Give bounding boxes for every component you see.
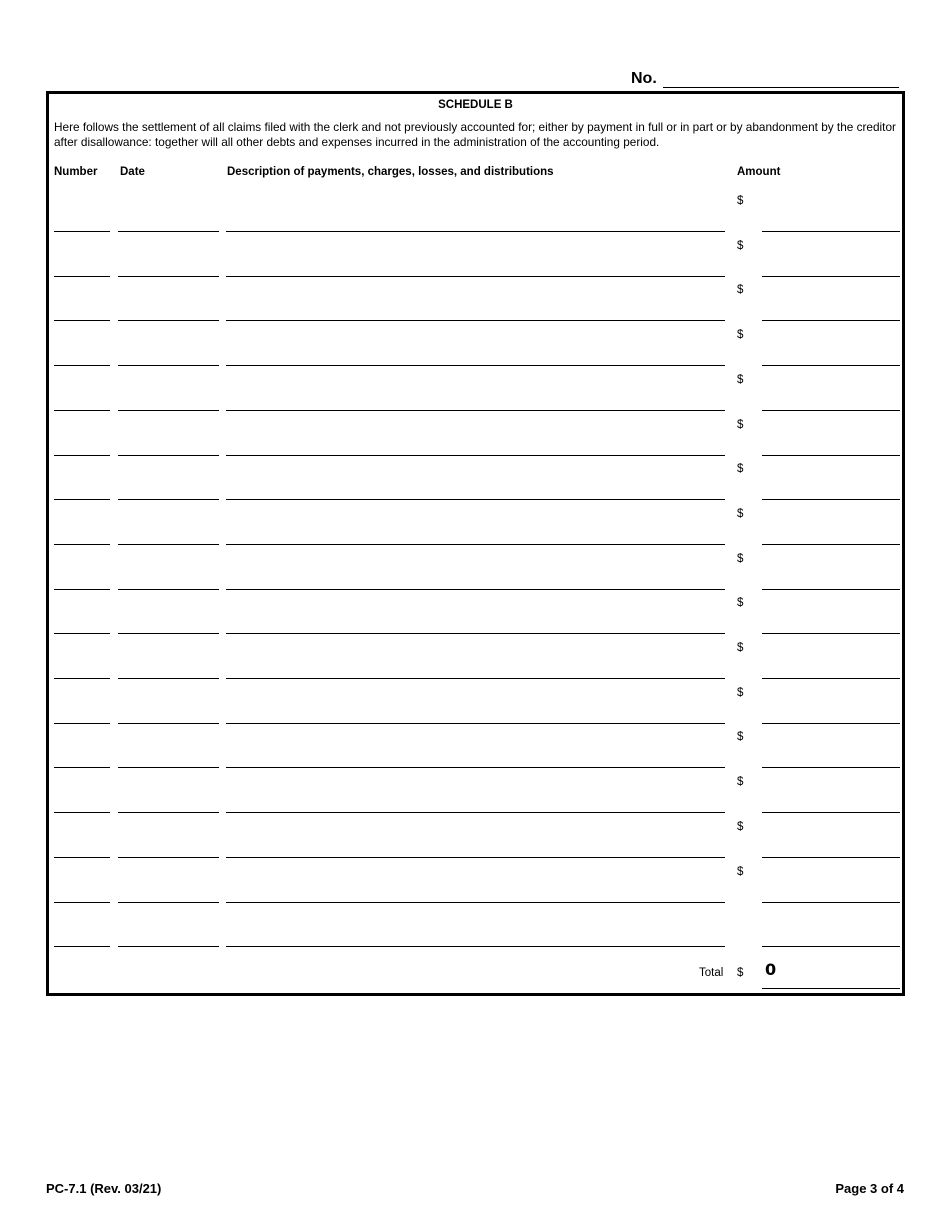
currency-symbol: $ (737, 552, 744, 565)
table-row (49, 187, 902, 232)
currency-symbol: $ (737, 239, 744, 252)
currency-symbol: $ (737, 463, 744, 476)
table-row (49, 723, 902, 768)
total-value[interactable]: 0 (765, 960, 777, 979)
table-row (49, 232, 902, 277)
case-number-label: No. (631, 70, 657, 87)
form-id: PC-7.1 (Rev. 03/21) (46, 1181, 162, 1196)
table-row (49, 411, 902, 456)
total-amount-field[interactable] (762, 988, 900, 989)
table-row (49, 902, 902, 947)
table-row (49, 634, 902, 679)
table-row (49, 768, 902, 813)
currency-symbol: $ (737, 284, 744, 297)
table-row (49, 545, 902, 590)
column-header-amount: Amount (737, 166, 781, 178)
table-row (49, 813, 902, 858)
number-field[interactable] (54, 946, 110, 947)
currency-symbol: $ (737, 686, 744, 699)
currency-symbol: $ (737, 329, 744, 342)
currency-symbol: $ (737, 820, 744, 833)
column-header-date: Date (120, 166, 145, 178)
table-row (49, 366, 902, 411)
description-field[interactable] (226, 946, 725, 947)
column-header-description: Description of payments, charges, losses, and distributions (227, 166, 554, 178)
schedule-b-frame (46, 91, 905, 996)
currency-symbol: $ (737, 597, 744, 610)
currency-symbol: $ (737, 865, 744, 878)
date-field[interactable] (118, 946, 219, 947)
table-row (49, 276, 902, 321)
table-row (49, 455, 902, 500)
table-row (49, 321, 902, 366)
table-row (49, 679, 902, 724)
schedule-intro: Here follows the settlement of all claims filed with the clerk and not previously accounted for; either by payment in full or in part or by abandonment by the creditor after disallowance: together will all other debts and expenses incurred in the administration of the accounting period. (54, 120, 896, 149)
total-label: Total (699, 967, 724, 979)
table-row (49, 589, 902, 634)
page-number: Page 3 of 4 (835, 1181, 904, 1196)
currency-symbol: $ (737, 776, 744, 789)
case-number-field[interactable] (663, 87, 899, 88)
table-row (49, 500, 902, 545)
column-header-number: Number (54, 166, 98, 178)
currency-symbol: $ (737, 195, 744, 207)
amount-field[interactable] (762, 946, 900, 947)
total-currency-symbol: $ (737, 967, 744, 979)
currency-symbol: $ (737, 731, 744, 744)
table-row (49, 858, 902, 903)
currency-symbol: $ (737, 373, 744, 386)
currency-symbol: $ (737, 642, 744, 654)
schedule-title: SCHEDULE B (438, 99, 513, 111)
currency-symbol: $ (737, 507, 744, 520)
currency-symbol: $ (737, 418, 744, 431)
